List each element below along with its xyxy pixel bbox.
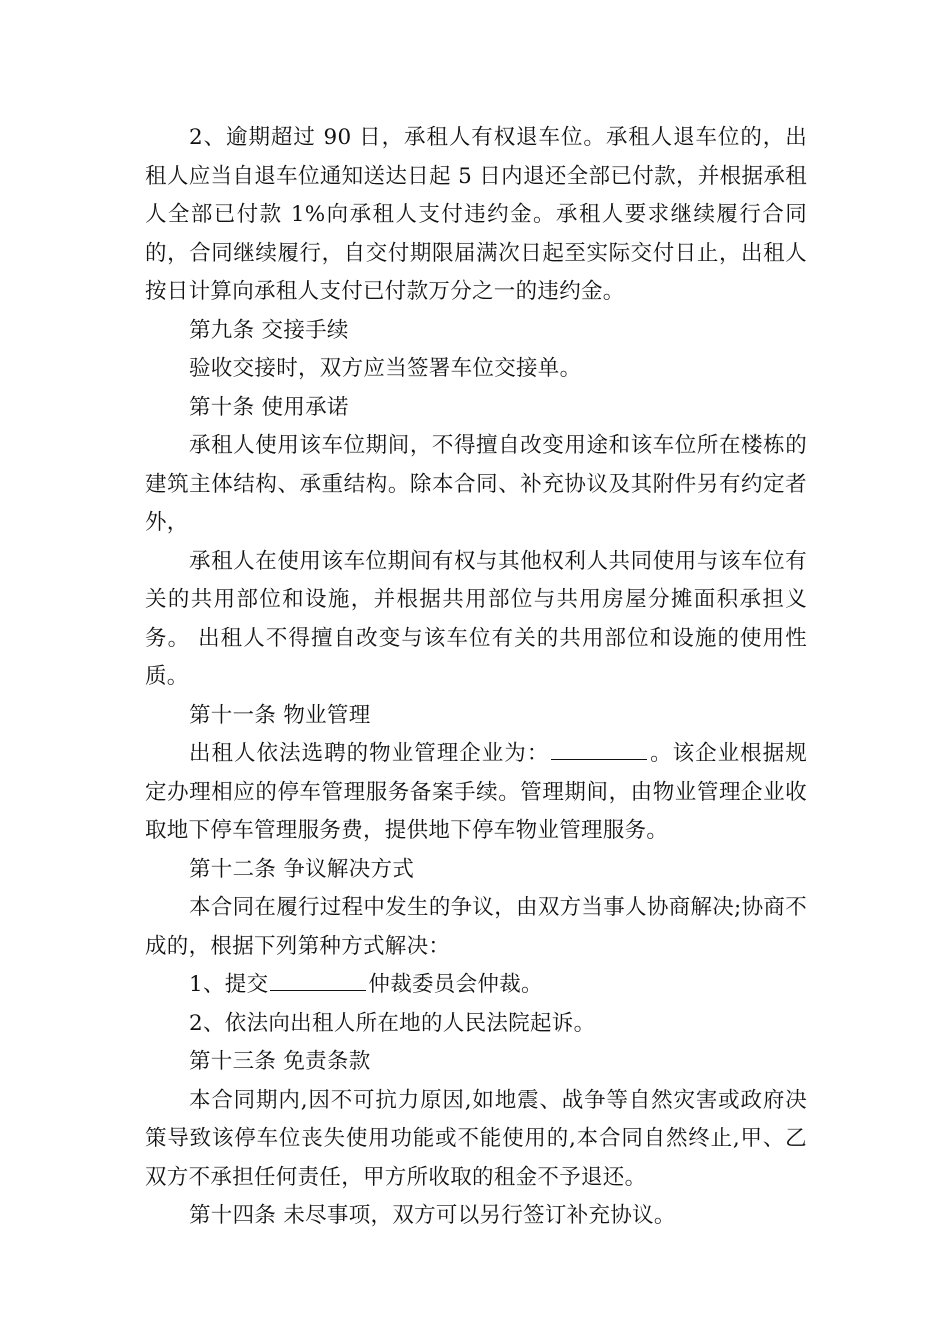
option-1-text-after: 仲裁委员会仲裁。 [368,972,543,997]
clause-10-paragraph-2: 承租人在使用该车位期间有权与其他权利人共同使用与该车位有关的共用部位和设施，并根据共用部位与共用房屋分摊面积承担义务。 出租人不得擅自改变与该车位有关的共用部位和设施的使用性质。 [145,548,807,689]
clause-9-paragraph: 验收交接时，双方应当签署车位交接单。 [189,356,582,381]
arbitration-commission-blank [270,967,366,991]
clause-11-text-before: 出租人依法选聘的物业管理企业为： [189,741,550,766]
clause-9-heading: 第九条 交接手续 [189,317,349,343]
clause-10-heading: 第十条 使用承诺 [189,394,349,420]
clause-11-heading: 第十一条 物业管理 [189,702,371,728]
clause-8-item-2-paragraph: 2、逾期超过 90 日，承租人有权退车位。承租人退车位的，出租人应当自退车位通知送达日起 5 日内退还全部已付款，并根据承租人全部已付款 1%向承租人支付违约金。承租人要求继续履行合同的，合同继续履行，自交付期限届满次日起至实际交付日止，出租人按日计算向承租人支付已付款万分之一的违约金。 [145,125,807,304]
clause-12-heading: 第十二条 争议解决方式 [189,856,415,882]
option-1-text-before: 1、提交 [189,972,269,997]
clause-14-paragraph: 第十四条 未尽事项，双方可以另行签订补充协议。 [189,1203,676,1228]
clause-12-option-1 [145,966,807,1005]
clause-13-paragraph: 本合同期内,因不可抗力原因,如地震、战争等自然灾害或政府决策导致该停车位丧失使用功能或不能使用的,本合同自然终止,甲、乙双方不承担任何责任，甲方所收取的租金不予退还。 [145,1087,807,1190]
clause-12-paragraph: 本合同在履行过程中发生的争议，由双方当事人协商解决;协商不成的，根据下列第种方式解决： [145,895,807,959]
clause-13-heading: 第十三条 免责条款 [189,1049,371,1074]
clause-12-option-2: 2、依法向出租人所在地的人民法院起诉。 [189,1010,596,1036]
property-company-blank [551,736,647,760]
clause-10-paragraph-1: 承租人使用该车位期间，不得擅自改变用途和该车位所在楼栋的建筑主体结构、承重结构。除本合同、补充协议及其附件另有约定者外， [145,433,807,535]
document-body [145,119,807,1236]
clause-11-paragraph [145,735,807,851]
clause-11-text-after: 。该企业根据规定办理相应的停车管理服务备案手续。管理期间，由物业管理企业收取地下停车管理服务费，提供地下停车物业管理服务。 [145,741,807,843]
